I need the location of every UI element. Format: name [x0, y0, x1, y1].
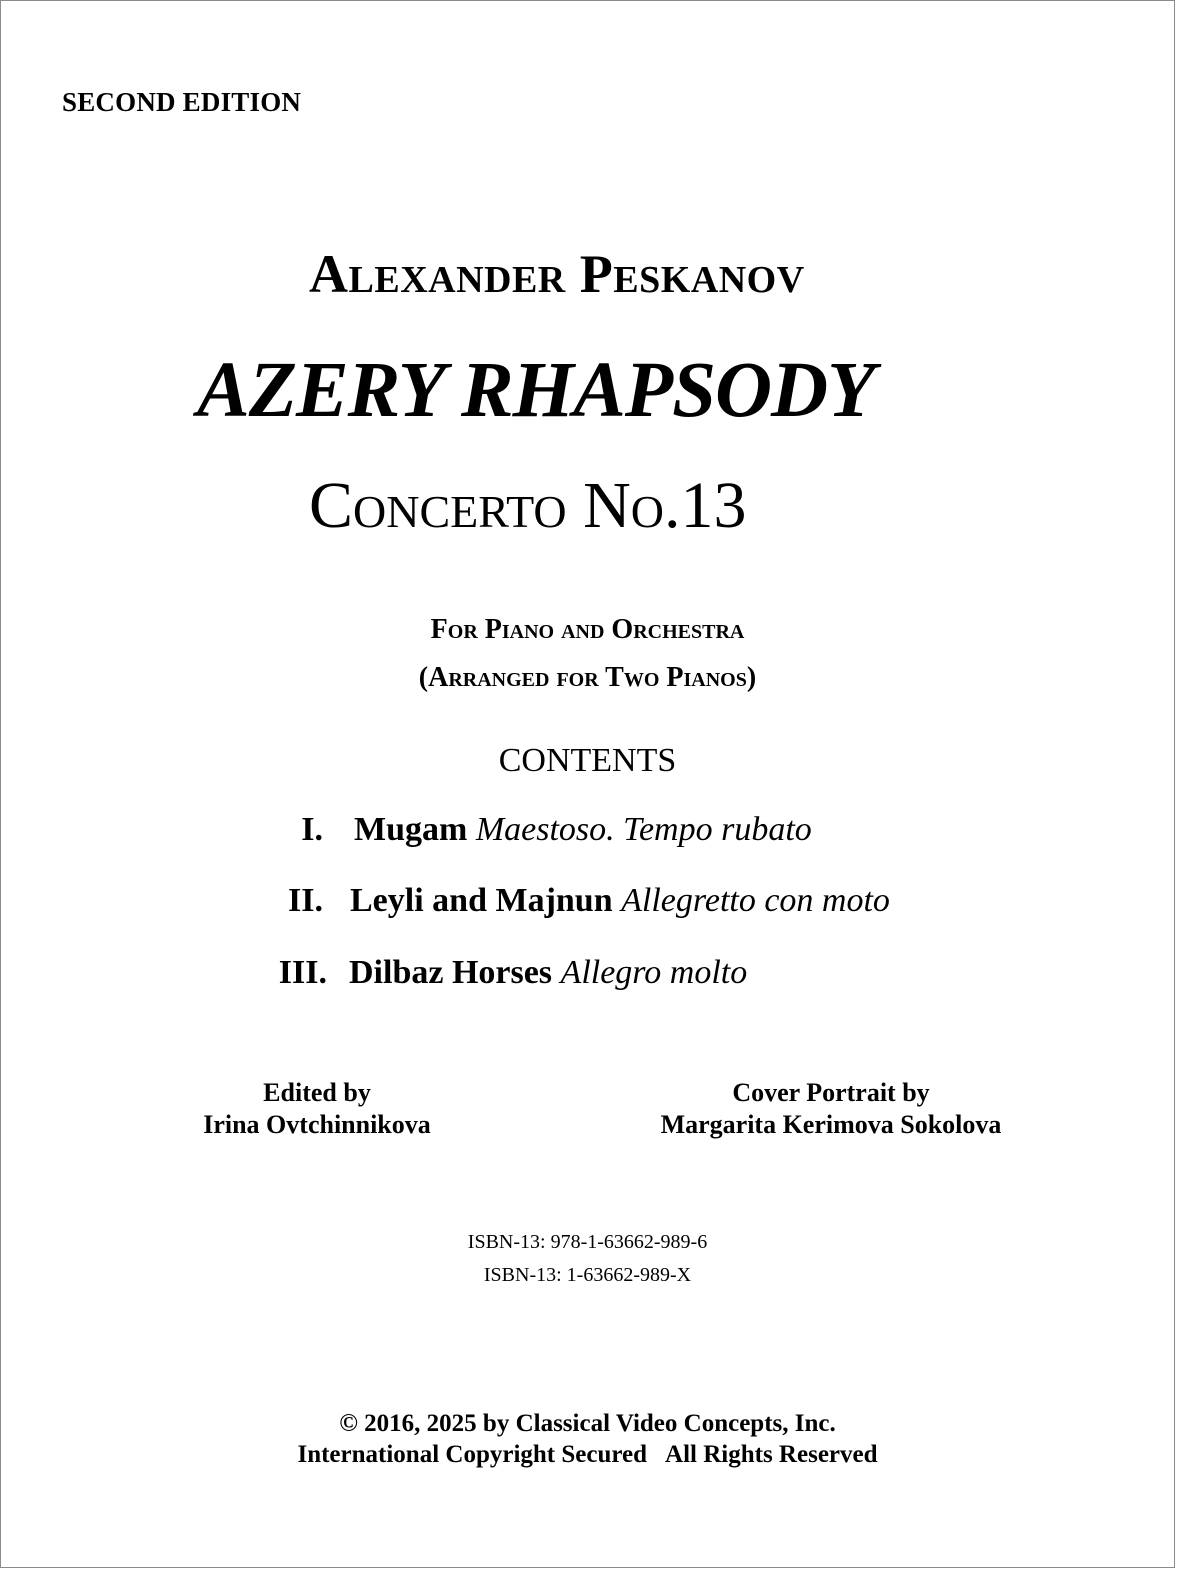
movement-tempo: Maestoso. Tempo rubato [475, 811, 812, 848]
movement-number: I. [301, 811, 323, 848]
isbn-line: ISBN-13: 1-63662-989-X [483, 1264, 692, 1286]
edition-label: SECOND EDITION [62, 87, 302, 117]
copyright-block [1, 1408, 1174, 1470]
contents-heading: CONTENTS [498, 742, 677, 779]
editor-credit [167, 1077, 467, 1141]
isbn-line: ISBN-13: 978-1-63662-989-6 [467, 1231, 708, 1253]
cover-label: Cover Portrait by [732, 1078, 930, 1107]
cover-credit [631, 1077, 1031, 1141]
editor-name: Irina Ovtchinnikova [203, 1110, 431, 1139]
movement-name: Leyli and Majnun [350, 882, 613, 919]
instrumentation-line-2: (Arranged for Two Pianos) [418, 662, 757, 693]
copyright-line: © 2016, 2025 by Classical Video Concepts, Inc. [339, 1410, 836, 1437]
movement-number: III. [278, 954, 327, 991]
rights-line [1, 1439, 1174, 1470]
concerto-number: Concerto No.13 [309, 469, 747, 542]
editor-label: Edited by [263, 1078, 371, 1107]
isbn-block [1, 1226, 1174, 1292]
movement-tempo: Allegretto con moto [621, 882, 890, 919]
copyright-secured: International Copyright Secured [297, 1441, 648, 1468]
instrumentation [1, 606, 1174, 702]
instrumentation-line-1: For Piano and Orchestra [430, 614, 745, 645]
movement-name: Dilbaz Horses [349, 954, 553, 991]
movement-name: Mugam [354, 811, 468, 848]
movement-tempo: Allegro molto [560, 954, 748, 991]
work-title: AZERY RHAPSODY [197, 347, 875, 434]
composer-name: Alexander Peskanov [309, 244, 805, 304]
movement-number: II. [288, 882, 323, 919]
cover-artist-name: Margarita Kerimova Sokolova [660, 1110, 1002, 1139]
rights-reserved: All Rights Reserved [665, 1441, 878, 1468]
